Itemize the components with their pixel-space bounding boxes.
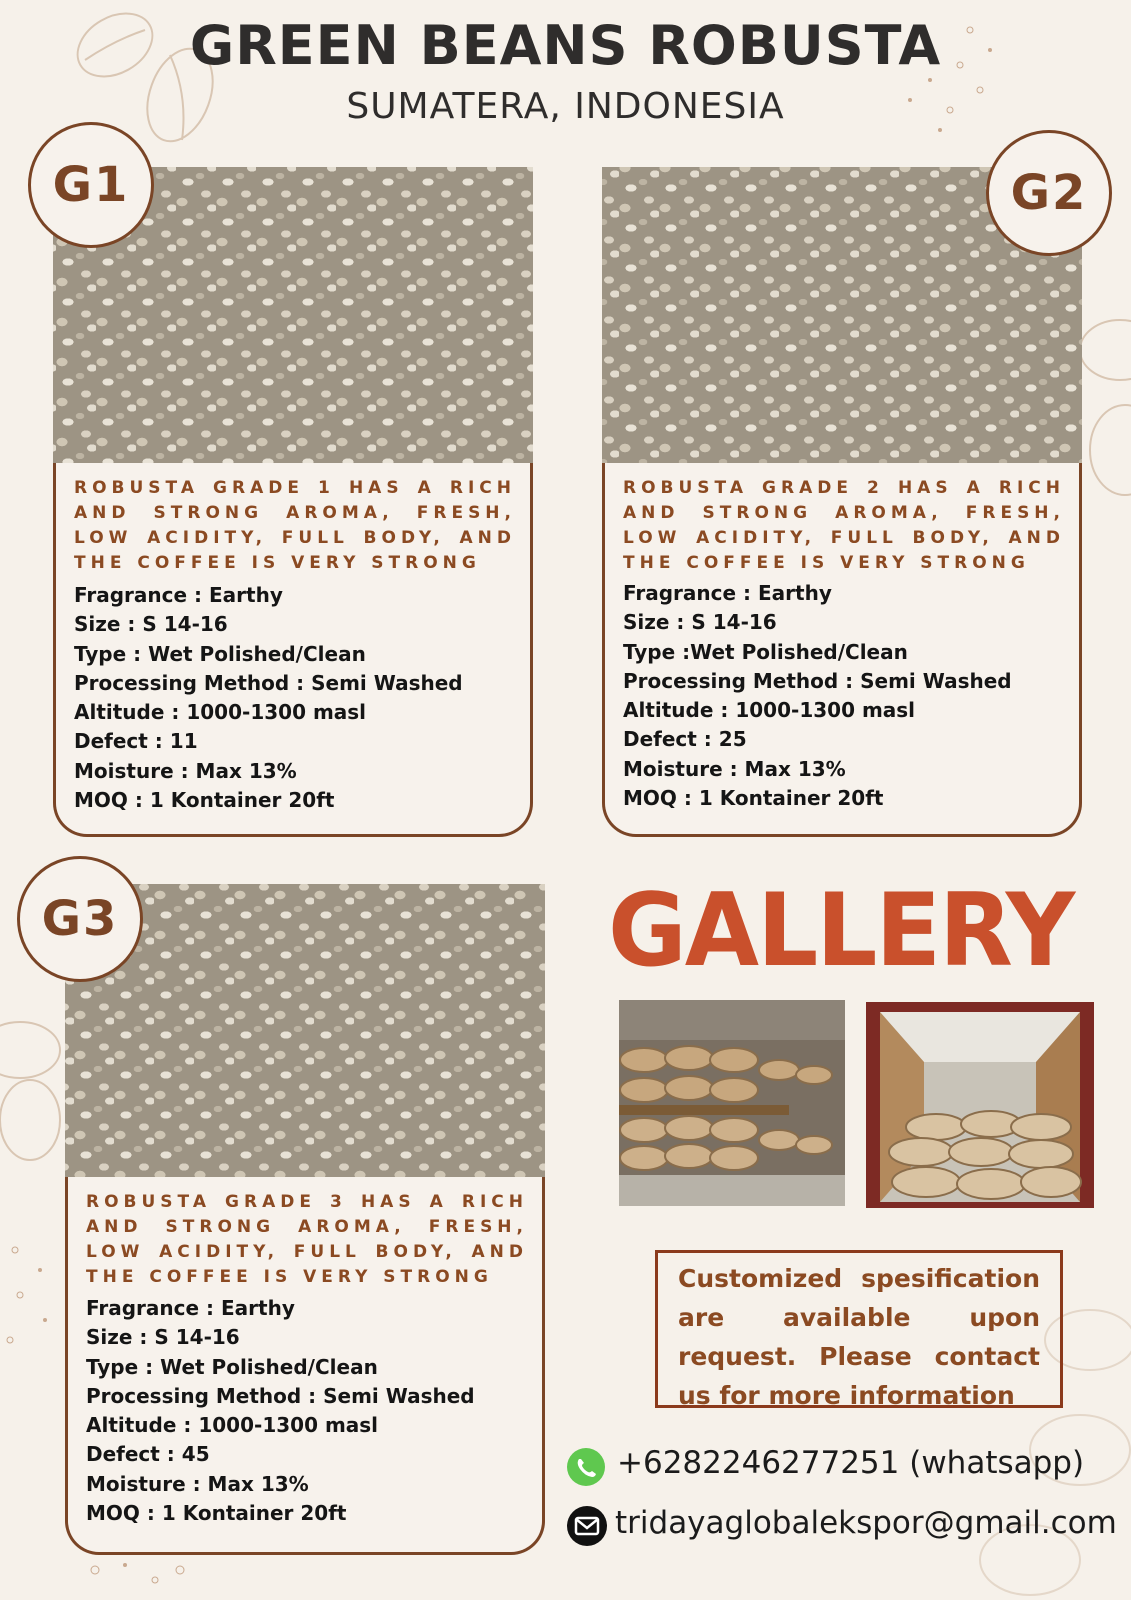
spec-size: Size : S 14-16 [86, 1325, 240, 1350]
spec-altitude: Altitude : 1000-1300 masl [623, 698, 916, 723]
grade-3-specs [86, 1294, 532, 1528]
dots-decoration [80, 1555, 200, 1600]
coffee-bean-icon [0, 1010, 70, 1170]
spec-size: Size : S 14-16 [623, 610, 777, 635]
spec-processing-method: Processing Method : Semi Washed [74, 670, 463, 695]
email-icon[interactable] [566, 1505, 608, 1547]
spec-moq: MOQ : 1 Kontainer 20ft [623, 786, 884, 811]
spec-moq: MOQ : 1 Kontainer 20ft [74, 788, 335, 813]
gallery-photo-container [866, 1002, 1094, 1208]
grade-1-description: ROBUSTA GRADE 1 HAS A RICH AND STRONG AROMA, FRESH, LOW ACIDITY, FULL BODY, AND THE COFFEE IS VERY STRONG [74, 478, 516, 573]
spec-defect: Defect : 25 [623, 727, 747, 752]
spec-type: Type : Wet Polished/Clean [74, 641, 366, 666]
spec-processing-method: Processing Method : Semi Washed [86, 1383, 475, 1408]
spec-size: Size : S 14-16 [74, 612, 228, 637]
page-subtitle: SUMATERA, INDONESIA [346, 86, 785, 127]
spec-altitude: Altitude : 1000-1300 masl [74, 700, 367, 725]
grade-2-card [602, 463, 1082, 837]
gallery-photo-warehouse [619, 1000, 845, 1206]
grade-3-badge: G3 [17, 856, 143, 982]
spec-processing-method: Processing Method : Semi Washed [623, 668, 1012, 693]
page-title: GREEN BEANS ROBUSTA [189, 14, 942, 77]
spec-defect: Defect : 11 [74, 729, 198, 754]
spec-fragrance: Fragrance : Earthy [74, 583, 283, 607]
gallery-title: GALLERY [608, 871, 1074, 990]
spec-fragrance: Fragrance : Earthy [86, 1296, 295, 1320]
spec-moq: MOQ : 1 Kontainer 20ft [86, 1501, 347, 1526]
grade-1-specs [74, 581, 520, 815]
spec-altitude: Altitude : 1000-1300 masl [86, 1413, 379, 1438]
grade-1-card [53, 463, 533, 837]
spec-moisture: Moisture : Max 13% [86, 1471, 309, 1496]
custom-spec-note: Customized spesification are available upon request. Please contact us for more information [655, 1250, 1063, 1408]
spec-type: Type : Wet Polished/Clean [86, 1354, 378, 1379]
grade-3-description: ROBUSTA GRADE 3 HAS A RICH AND STRONG AROMA, FRESH, LOW ACIDITY, FULL BODY, AND THE COFFEE IS VERY STRONG [86, 1192, 528, 1287]
email-address[interactable]: tridayaglobalekspor@gmail.com [615, 1505, 1117, 1541]
whatsapp-icon[interactable] [566, 1447, 606, 1487]
whatsapp-number[interactable]: +6282246277251 (whatsapp) [617, 1445, 1085, 1481]
spec-fragrance: Fragrance : Earthy [623, 581, 832, 605]
grade-2-badge: G2 [986, 130, 1112, 256]
spec-moisture: Moisture : Max 13% [623, 756, 846, 781]
grade-2-description: ROBUSTA GRADE 2 HAS A RICH AND STRONG AROMA, FRESH, LOW ACIDITY, FULL BODY, AND THE COFFEE IS VERY STRONG [623, 478, 1065, 573]
spec-type: Type :Wet Polished/Clean [623, 639, 908, 664]
spec-defect: Defect : 45 [86, 1442, 210, 1467]
dots-decoration [0, 1240, 60, 1350]
grade-2-specs [623, 579, 1069, 813]
grade-1-badge: G1 [28, 122, 154, 248]
spec-moisture: Moisture : Max 13% [74, 758, 297, 783]
grade-3-card [65, 1177, 545, 1555]
